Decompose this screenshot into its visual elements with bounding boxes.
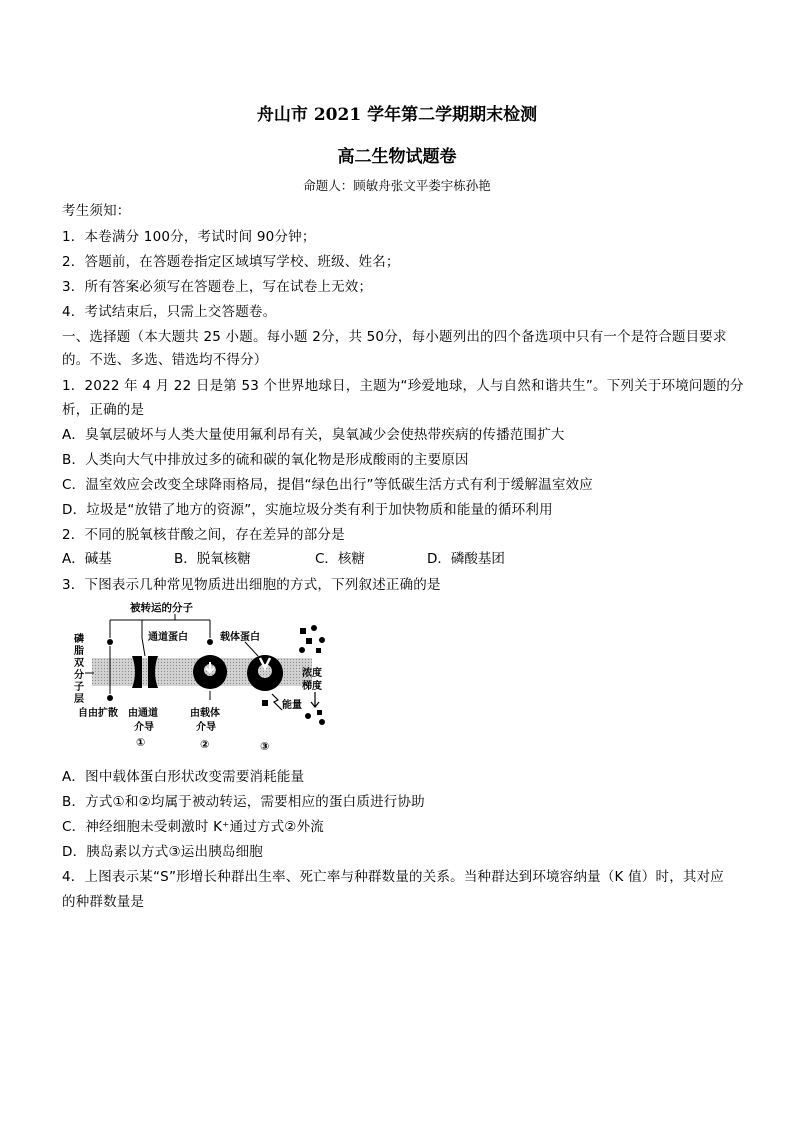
label-num-3: ③: [260, 740, 270, 753]
label-num-1: ①: [136, 736, 146, 749]
exam-title: 舟山市 2021 学年第二学期期末检测: [256, 105, 538, 125]
q3-option-d: D．胰岛素以方式③运出胰岛细胞: [62, 844, 263, 860]
notice-item-1: 1．本卷满分 100分，考试时间 90分钟；: [62, 229, 316, 245]
label-bilayer-5: 子: [74, 682, 84, 693]
exam-subtitle: 高二生物试题卷: [337, 147, 457, 167]
molecule-dot: [107, 695, 113, 701]
molecule-dot: [107, 639, 113, 645]
q2-option-c: C．核糖: [315, 551, 365, 567]
q1-option-b: B．人类向大气中排放过多的硫和碳的氧化物是形成酸雨的主要原因: [62, 452, 469, 468]
label-channel-mediated-1: 由通道: [128, 708, 158, 719]
label-gradient-2: 梯度: [302, 681, 322, 692]
q2-option-d: D．磷酸基团: [427, 551, 505, 567]
label-num-2: ②: [200, 738, 210, 751]
notice-item-3: 3．所有答案必须写在答题卷上，写在试卷上无效；: [62, 279, 373, 295]
q2-option-b: B．脱氧核糖: [174, 551, 251, 567]
label-carrier-mediated-1: 由载体: [190, 708, 220, 719]
label-bilayer-2: 脂: [74, 646, 84, 657]
notice-heading: 考生须知：: [62, 203, 131, 219]
section-heading-cont: 的。不选、多选、错选均不得分）: [62, 352, 268, 368]
molecule-square: [262, 700, 268, 706]
authors-line: 命题人：顾敏舟张文平娄宇栋孙艳: [303, 178, 491, 193]
q2-option-a: A．碱基: [62, 551, 112, 567]
q3-stem: 3．下图表示几种常见物质进出细胞的方式，下列叙述正确的是: [62, 577, 441, 593]
label-carrier-protein: 载体蛋白: [220, 632, 260, 643]
label-channel-protein: 通道蛋白: [148, 632, 188, 643]
q1-stem: 1．2022 年 4 月 22 日是第 53 个世界地球日，主题为“珍爱地球，人与自然和谐共生”。下列关于环境问题的分: [62, 378, 744, 394]
label-free-diffusion: 自由扩散: [78, 708, 118, 719]
label-bilayer-4: 分: [74, 670, 84, 681]
q3-option-b: B．方式①和②均属于被动转运，需要相应的蛋白质进行协助: [62, 794, 425, 810]
q4-stem: 4．上图表示某“S”形增长种群出生率、死亡率与种群数量的关系。当种群达到环境容纳量（K 值）时，其对应: [62, 869, 724, 885]
notice-item-4: 4．考试结束后，只需上交答题卷。: [62, 304, 277, 320]
label-bilayer-3: 双: [74, 658, 84, 669]
membrane-transport-figure: [70, 598, 340, 758]
notice-item-2: 2．答题前，在答题卷指定区域填写学校、班级、姓名；: [62, 254, 400, 270]
label-energy: 能量: [282, 700, 302, 711]
label-transported-molecules: 被转运的分子: [130, 602, 193, 614]
q1-option-c: C．温室效应会改变全球降雨格局，提倡“绿色出行”等低碳生活方式有利于缓解温室效应: [62, 477, 593, 493]
q2-stem: 2．不同的脱氧核苷酸之间，存在差异的部分是: [62, 527, 345, 543]
label-bilayer-1: 磷: [74, 634, 84, 645]
energy-zigzag: [272, 694, 282, 710]
molecule-dot: [207, 639, 213, 645]
q1-option-a: A．臭氧层破坏与人类大量使用氟利昂有关，臭氧减少会使热带疾病的传播范围扩大: [62, 427, 565, 443]
label-gradient-1: 浓度: [302, 668, 322, 679]
label-carrier-mediated-2: 介导: [196, 722, 216, 733]
q3-option-c: C．神经细胞未受刺激时 K⁺通过方式②外流: [62, 819, 324, 835]
q3-option-a: A．图中载体蛋白形状改变需要消耗能量: [62, 769, 305, 785]
label-bilayer-6: 层: [74, 694, 84, 705]
q1-option-d: D．垃圾是“放错了地方的资源”，实施垃圾分类有利于加快物质和能量的循环利用: [62, 502, 553, 518]
gradient-arrow: [311, 692, 319, 707]
label-channel-mediated-2: 介导: [134, 722, 154, 733]
section-heading: 一、选择题（本大题共 25 小题。每小题 2分，共 50分，每小题列出的四个备选项中只有一个是符合题目要求: [62, 329, 727, 345]
q4-stem-cont: 的种群数量是: [62, 894, 145, 910]
q1-stem-cont: 析，正确的是: [62, 402, 145, 418]
